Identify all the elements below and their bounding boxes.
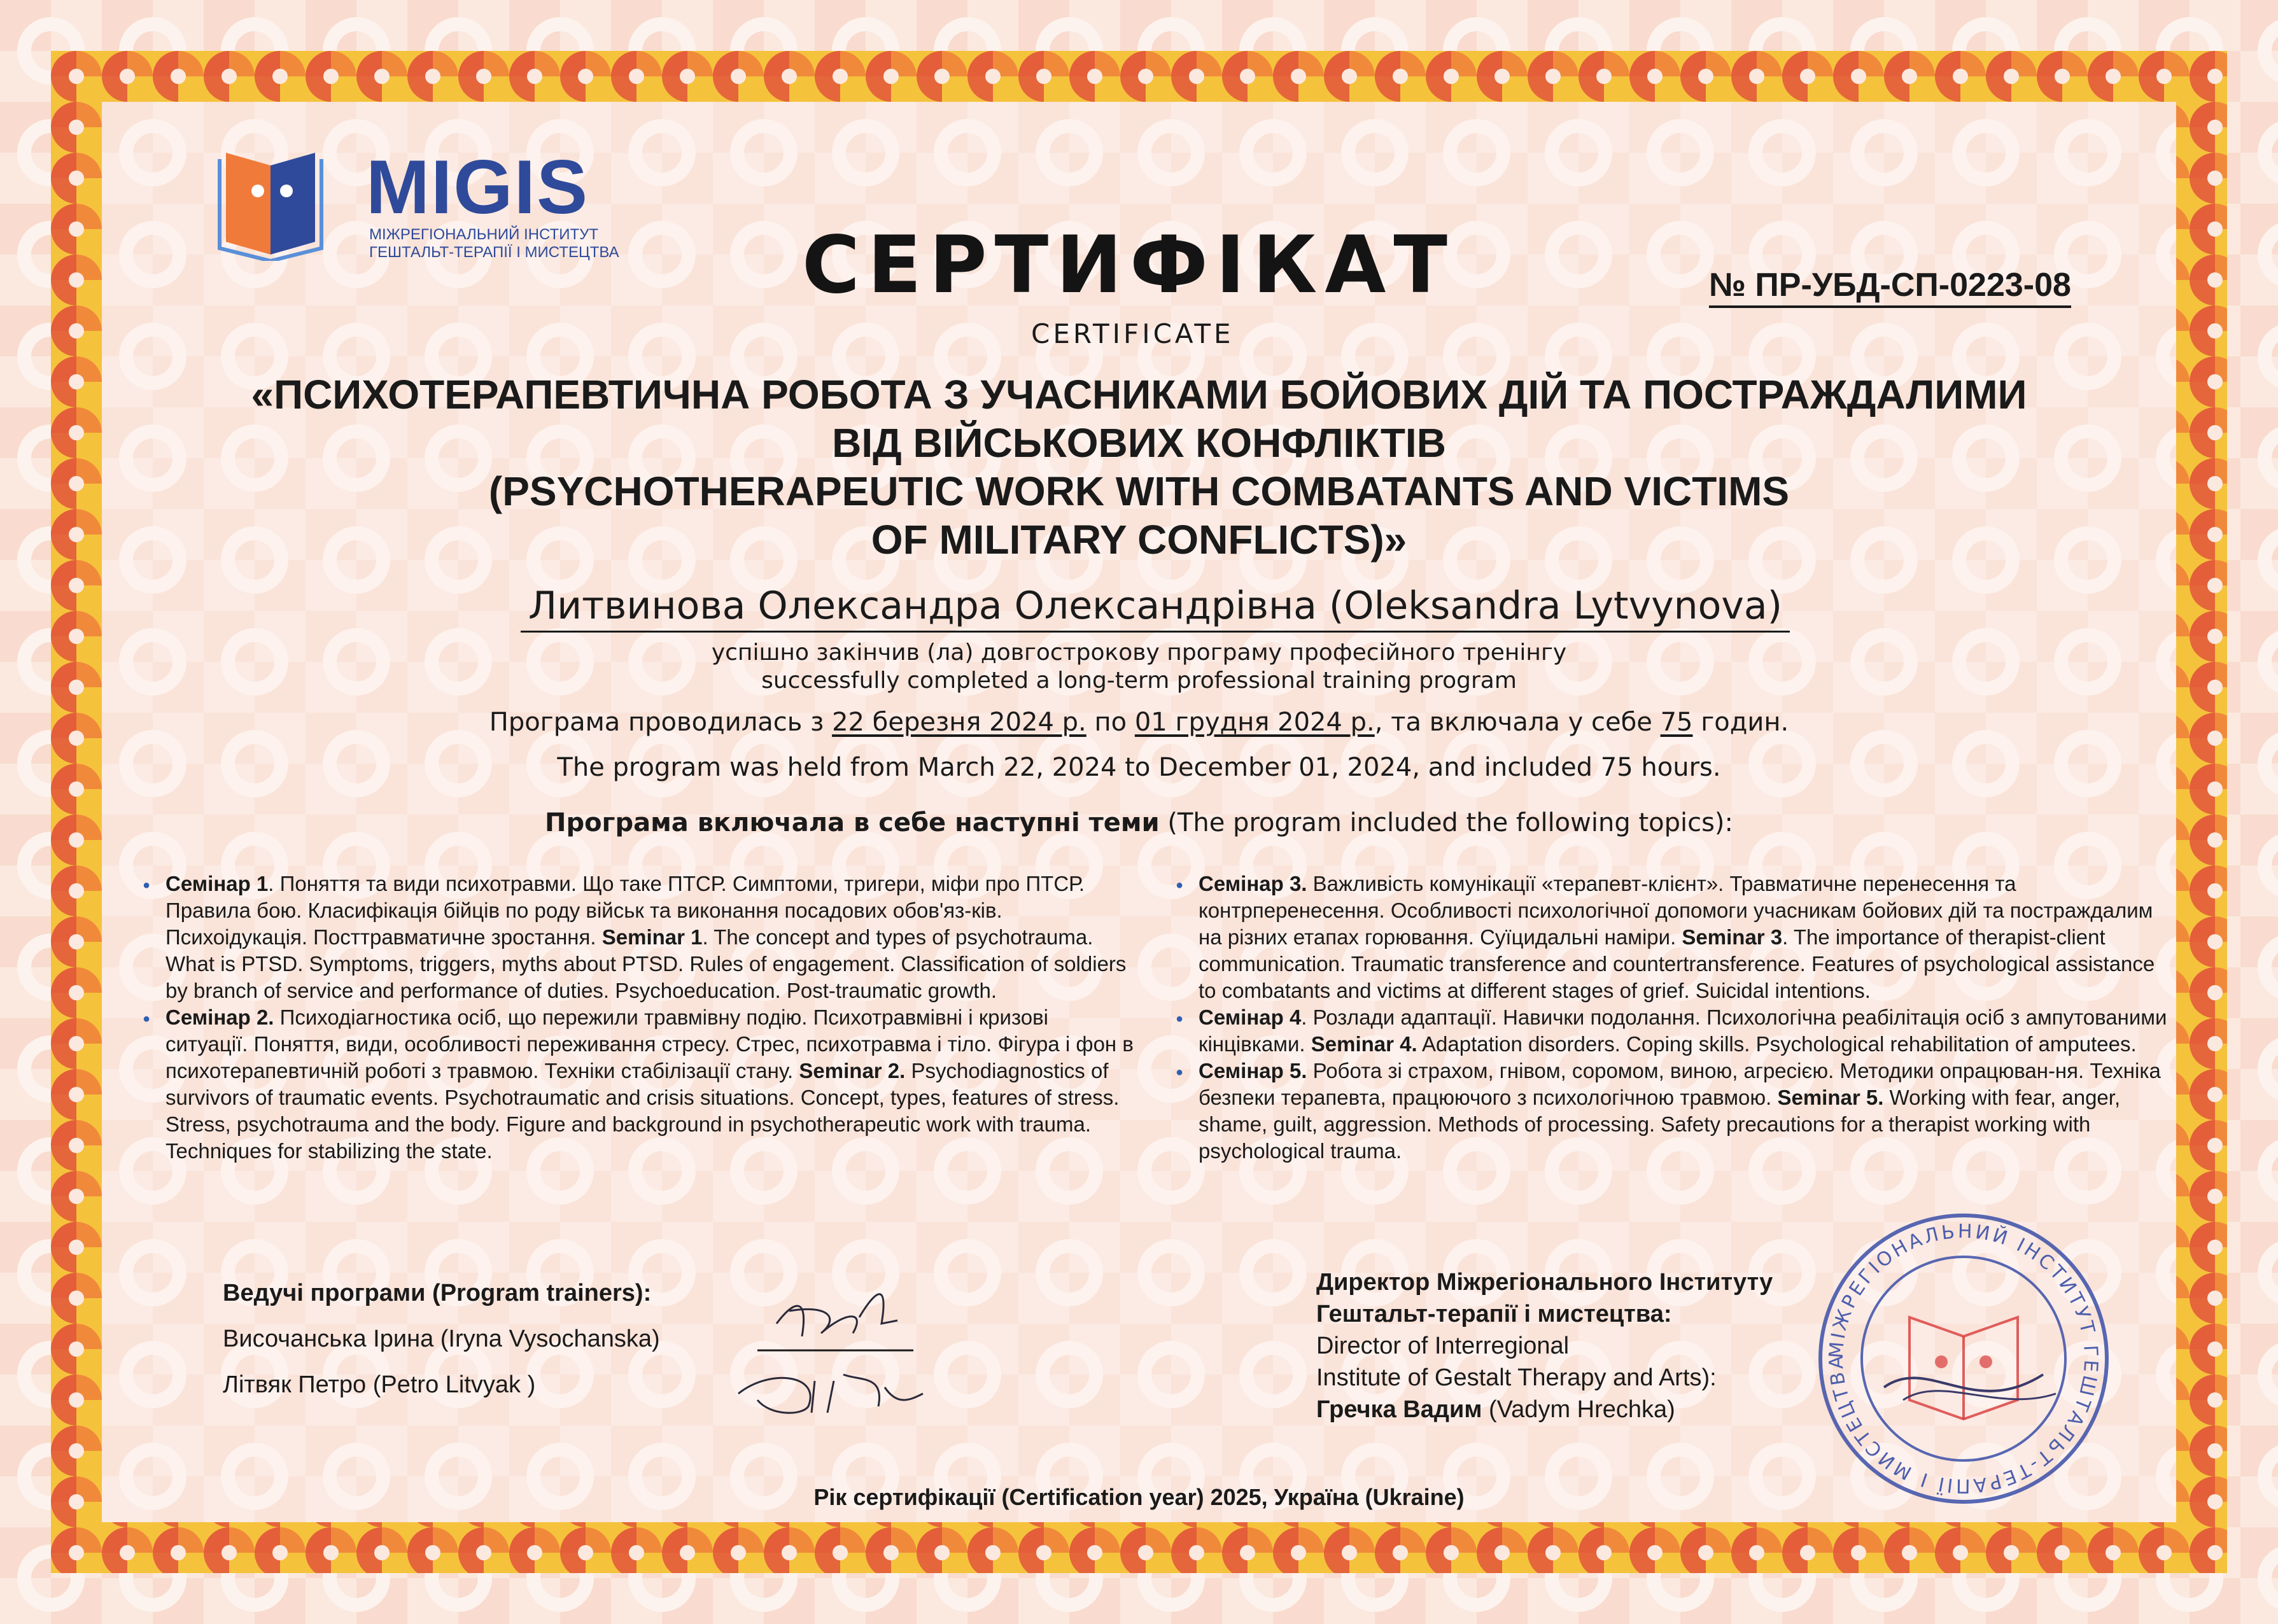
director-name-en: (Vadym Hrechka) [1482,1396,1675,1423]
seminar-label: Семінар 4 [1199,1005,1302,1029]
certificate-subtitle: CERTIFICATE [1031,318,1234,349]
program-title-line3: (PSYCHOTHERAPEUTIC WORK WITH COMBATANTS AND VICTIMS [488,468,1790,514]
seminar-en: Adaptation disorders. Coping skills. Psychological rehabilitation of amputees. [1417,1032,2137,1056]
program-title-line2: ВІД ВІЙСЬКОВИХ КОНФЛІКТІВ [832,420,1446,466]
director-name-ua: Гречка Вадим [1316,1396,1482,1423]
dates-start: 22 березня 2024 р. [832,708,1086,737]
seminars-left-column [141,871,1134,1165]
seminar-ua: Психодіагностика осіб, що пережили травмівну подію. Психотравмівні і кризові ситуації. Поняття, види, особливості переживання стресу. Стрес, психотравма і тіло. Фігура і фон в психотерапевтичній роботі з травмою. Техніки стабілізації стану. [165,1005,1134,1082]
recipient-name-text: Литвинова Олександра Олександрівна (Oleksandra Lytvynova) [521,584,1790,633]
seminar-en: Working with fear, anger, shame, guilt, aggression. Methods of processing. Safety precautions for a therapist working with psychological trauma. [1199,1086,2121,1163]
seminar-item [1199,1058,2167,1165]
institute-stamp [1814,1209,2113,1508]
logo-book-icon [213,140,328,261]
director-line3: Director of Interregional [1316,1333,1570,1359]
seminar-ua: . Розлади адаптації. Навички подолання. Психологічна реабілітація осіб з ампутованими кінцівками. [1199,1005,2167,1056]
seminar-en-label: Seminar 5. [1777,1086,1884,1109]
dates-mid2: , та включала у себе [1374,708,1661,737]
logo-subtitle-line1: МІЖРЕГІОНАЛЬНИЙ ІНСТИТУТ [369,226,599,243]
completed-text [191,639,2087,695]
topics-heading-normal: (The program included the following topics): [1159,808,1734,837]
recipient-name [471,584,1839,628]
trainers-heading: Ведучі програми (Program trainers): [223,1280,652,1306]
seminar-label: Семінар 1 [165,872,269,895]
program-dates-en: The program was held from March 22, 2024 to December 01, 2024, and included 75 hours. [557,753,1721,782]
director-line4: Institute of Gestalt Therapy and Arts): [1316,1364,1717,1391]
seminar-en-label: Seminar 4. [1311,1032,1417,1056]
dates-prefix: Програма проводилась з [489,708,833,737]
completed-ua: успішно закінчив (ла) довгострокову програму професійного тренінгу [711,640,1567,666]
logo-subtitle [369,226,619,262]
logo-subtitle-line2: ГЕШТАЛЬТ-ТЕРАПІЇ І МИСТЕЦТВА [369,244,619,261]
seminar-ua: Важливість комунікації «терапевт-клієнт». Травматичне перенесення та контрперенесення. Особливості психологічної допомоги учасникам бойових дій та постраждалим на різних етапах горювання. Суїцидальні наміри. [1199,872,2153,949]
seminar-en: Psychodiagnostics of survivors of traumatic events. Psychotraumatic and crisis situations. Concept, types, features of stress. Stress, psychotrauma and the body. Figure and background in psychotherapeutic work with trauma. Techniques for stabilizing the state. [165,1059,1120,1163]
program-title [127,370,2151,564]
seminar-item [165,1004,1134,1165]
seminars-right-column [1174,871,2167,1165]
director-name [1316,1394,1889,1425]
seminar-en: . The importance of therapist-client communication. Traumatic transference and countertransference. Features of psychological assistance to combatants and victims at different stages of grief. Suicidal intentions. [1199,925,2155,1002]
trainer-1: Височанська Ірина (Iryna Vysochanska) [223,1326,660,1352]
seminar-item [165,871,1134,1004]
director-block [1316,1266,1889,1425]
topics-heading-bold: Програма включала в себе наступні теми [544,808,1160,837]
seminar-en-label: Seminar 2. [799,1059,906,1082]
seminar-en-label: Seminar 3 [1682,925,1783,949]
program-dates-ua [191,708,2087,737]
seminar-label: Семінар 3. [1199,872,1307,895]
certificate-title: СЕРТИФІКАТ [802,220,1455,311]
trainer-signature-2 [732,1355,936,1425]
seminar-en-label: Seminar 1 [601,925,703,949]
dates-suffix: годин. [1692,708,1789,737]
seminar-en: . The concept and types of psychotrauma. What is PTSD. Symptoms, triggers, myths about PTSD. Rules of engagement. Classification of soldiers by branch of service and performance of duties. Psychoeducation. Post-traumatic growth. [165,925,1127,1002]
trainer-2: Літвяк Петро (Petro Litvyak ) [223,1371,536,1398]
dates-end: 01 грудня 2024 р. [1134,708,1375,737]
seminar-label: Семінар 2. [165,1005,274,1029]
seminar-item [1199,1004,2167,1058]
dates-hours: 75 [1660,708,1693,737]
seminar-label: Семінар 5. [1199,1059,1307,1082]
dates-mid: по [1086,708,1135,737]
director-line2: Гештальт-терапії і мистецтва: [1316,1301,1672,1327]
certification-year: Рік сертифікації (Certification year) 2025, Україна (Ukraine) [813,1484,1465,1510]
program-title-line1: «ПСИХОТЕРАПЕВТИЧНА РОБОТА З УЧАСНИКАМИ БОЙОВИХ ДІЙ ТА ПОСТРАЖДАЛИМИ [251,372,2027,417]
program-title-line4: OF MILITARY CONFLICTS)» [871,517,1407,563]
stamp-text: МІЖРЕГІОНАЛЬНИЙ ІНСТИТУТ ГЕШТАЛЬТ-ТЕРАПІЇ І МИСТЕЦТВА [1825,1220,2102,1497]
seminar-ua: Робота зі страхом, гнівом, соромом, виною, агресією. Методики опрацюван-ня. Техніка безпеки терапевта, працюючого з психологічною травмою. [1199,1059,2161,1109]
trainers-block [223,1276,796,1402]
logo-name: MIGIS [366,144,589,230]
director-line1: Директор Міжрегіонального Інституту [1316,1269,1773,1296]
seminar-ua: . Поняття та види психотравми. Що таке ПТСР. Симптоми, тригери, міфи про ПТСР. Правила бою. Класифікація бійців по роду військ та виконання посадових обов'яз-ків. Психоідукація. Посттравматичне зростання. [165,872,1085,949]
seminar-item [1199,871,2167,1004]
trainer-signature-1 [751,1273,929,1362]
topics-heading [191,808,2087,837]
completed-en: successfully completed a long-term professional training program [761,668,1517,694]
certificate-number: № ПР-УБД-СП-0223-08 [1709,266,2071,308]
